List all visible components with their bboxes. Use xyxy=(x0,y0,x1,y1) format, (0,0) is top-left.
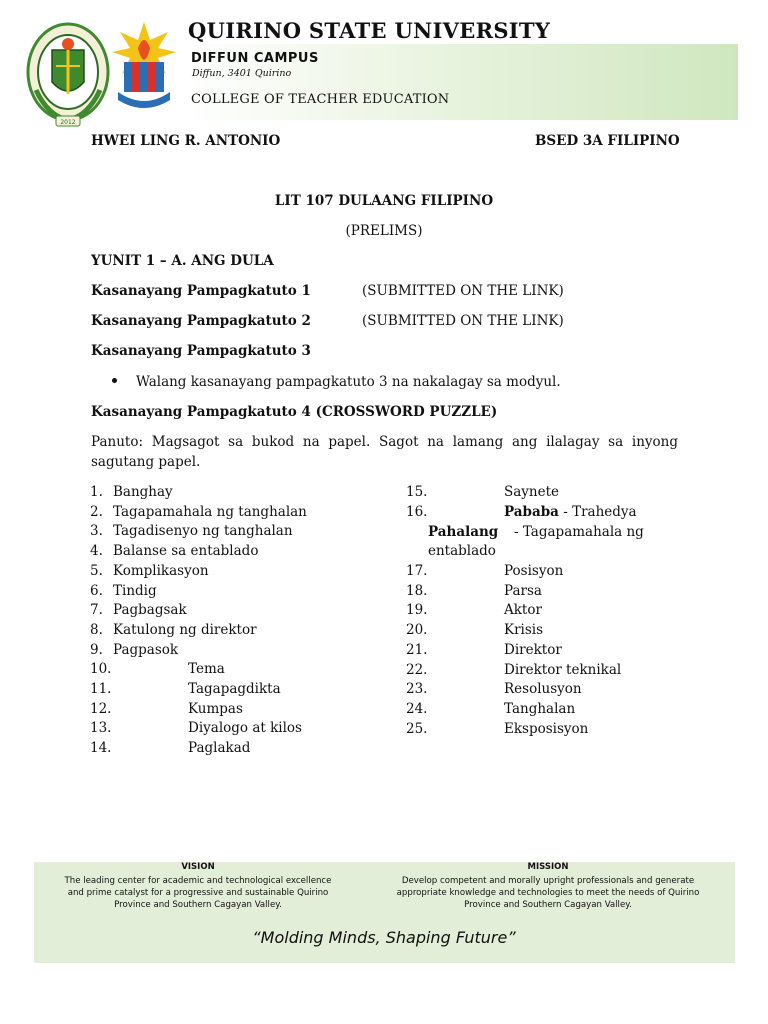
answer-text: Paglakad xyxy=(188,740,251,757)
answer-number: 1. xyxy=(90,484,103,500)
answer-number: 7. xyxy=(90,602,103,619)
bullet-text: Walang kasanayang pampagkatuto 3 na nakalagay sa modyul. xyxy=(136,374,561,390)
answer-text: Tagapamahala ng tanghalan xyxy=(113,503,307,520)
answer-text: Balanse sa entablado xyxy=(113,543,259,560)
answer-number: 19. xyxy=(406,602,428,619)
mission-line: Province and Southern Cagayan Valley. xyxy=(464,900,632,910)
activity-1-label: Kasanayang Pampagkatuto 1 xyxy=(91,283,311,299)
answer-number: 18. xyxy=(406,582,428,599)
college-emblem-logo xyxy=(108,18,180,118)
answer-number: 22. xyxy=(406,661,428,678)
campus-name: DIFFUN CAMPUS xyxy=(191,51,319,66)
answer-number: 20. xyxy=(406,622,428,639)
pahalang-continuation: entablado xyxy=(428,543,496,559)
answer-text: Tindig xyxy=(113,582,157,599)
answer-text: Direktor teknikal xyxy=(504,661,622,678)
answer-number: 23. xyxy=(406,681,428,698)
answer-text: Pagbagsak xyxy=(113,602,187,619)
pahalang-text-value: - Tagapamahala ng xyxy=(514,524,644,540)
answer-15-text: Saynete xyxy=(504,484,560,500)
answer-number: 12. xyxy=(90,700,112,717)
mission-title: MISSION xyxy=(527,862,569,872)
answer-text: Krisis xyxy=(504,622,544,639)
instructions-line-1: Panuto: Magsagot sa bukod na papel. Sagot na lamang ang ilalagay sa inyong xyxy=(91,434,678,450)
answer-number: 24. xyxy=(406,700,428,717)
pahalang-label: Pahalang xyxy=(428,524,499,540)
activity-3-label: Kasanayang Pampagkatuto 3 xyxy=(91,343,311,359)
mission-text xyxy=(372,875,724,911)
answer-text: Tagapagdikta xyxy=(188,681,281,697)
vision-text xyxy=(40,875,356,911)
seal-year: 2012 xyxy=(60,119,76,126)
pababa-label: Pababa xyxy=(504,504,559,520)
answer-number: 25. xyxy=(406,720,428,737)
answer-text: Komplikasyon xyxy=(113,562,209,579)
answer-number: 13. xyxy=(90,720,112,737)
answer-number: 17. xyxy=(406,563,428,579)
answer-15-number: 15. xyxy=(406,484,428,500)
vision-line: and prime catalyst for a progressive and sustainable Quirino xyxy=(67,888,329,898)
answer-text: Eksposisyon xyxy=(504,720,589,737)
mission-line: appropriate knowledge and technologies to meet the needs of Quirino xyxy=(396,888,700,898)
bullet-icon xyxy=(112,378,117,383)
answer-text: Direktor xyxy=(504,641,562,658)
pababa-text: - Trahedya xyxy=(563,504,637,520)
answer-16-pababa xyxy=(504,506,637,520)
answer-text: Diyalogo at kilos xyxy=(188,720,302,737)
college-name: COLLEGE OF TEACHER EDUCATION xyxy=(191,92,450,107)
answer-number: 21. xyxy=(406,641,428,658)
mission-line: Develop competent and morally upright professionals and generate xyxy=(401,876,695,886)
answer-number: 14. xyxy=(90,740,112,757)
university-name: QUIRINO STATE UNIVERSITY xyxy=(188,18,551,43)
activity-4-label: Kasanayang Pampagkatuto 4 (CROSSWORD PUZZLE) xyxy=(91,404,498,420)
answer-text: Pagpasok xyxy=(113,641,179,658)
answer-text: Tanghalan xyxy=(504,700,576,717)
answer-text: Kumpas xyxy=(188,700,243,717)
vision-line: The leading center for academic and technological excellence xyxy=(64,876,332,886)
activity-2-label: Kasanayang Pampagkatuto 2 xyxy=(91,313,311,329)
answer-text: Parsa xyxy=(504,582,542,599)
vision-line: Province and Southern Cagayan Valley. xyxy=(114,900,282,910)
answer-text: Tema xyxy=(188,661,225,678)
pahalang-text xyxy=(514,526,644,540)
student-name: HWEI LING R. ANTONIO xyxy=(91,133,281,149)
answer-number: 2. xyxy=(90,503,103,520)
answer-text: Katulong ng direktor xyxy=(113,621,257,638)
document-title: LIT 107 DULAANG FILIPINO xyxy=(274,193,494,209)
answer-text: Posisyon xyxy=(504,563,564,579)
answer-number: 6. xyxy=(90,582,103,599)
campus-address: Diffun, 3401 Quirino xyxy=(192,68,292,79)
unit-heading: YUNIT 1 – A. ANG DULA xyxy=(91,253,274,269)
answer-number: 8. xyxy=(90,621,103,638)
answer-text: Aktor xyxy=(504,602,542,619)
answer-number: 4. xyxy=(90,543,103,560)
student-course: BSED 3A FILIPINO xyxy=(535,133,680,149)
document-subtitle: (PRELIMS) xyxy=(345,223,423,239)
activity-1-status: (SUBMITTED ON THE LINK) xyxy=(362,283,564,299)
university-seal-logo xyxy=(26,20,110,132)
activity-2-status: (SUBMITTED ON THE LINK) xyxy=(362,313,564,329)
answer-text: Banghay xyxy=(113,484,173,500)
answer-number: 5. xyxy=(90,562,103,579)
answer-text: Tagadisenyo ng tanghalan xyxy=(113,523,293,540)
answer-text: Resolusyon xyxy=(504,681,582,698)
answer-16-number: 16. xyxy=(406,504,428,520)
motto: “Molding Minds, Shaping Future” xyxy=(252,928,516,947)
vision-title: VISION xyxy=(181,862,215,872)
answer-number: 11. xyxy=(90,681,112,697)
instructions-line-2: sagutang papel. xyxy=(91,454,201,470)
answer-number: 10. xyxy=(90,661,112,678)
answer-number: 3. xyxy=(90,523,103,540)
answer-number: 9. xyxy=(90,641,103,658)
